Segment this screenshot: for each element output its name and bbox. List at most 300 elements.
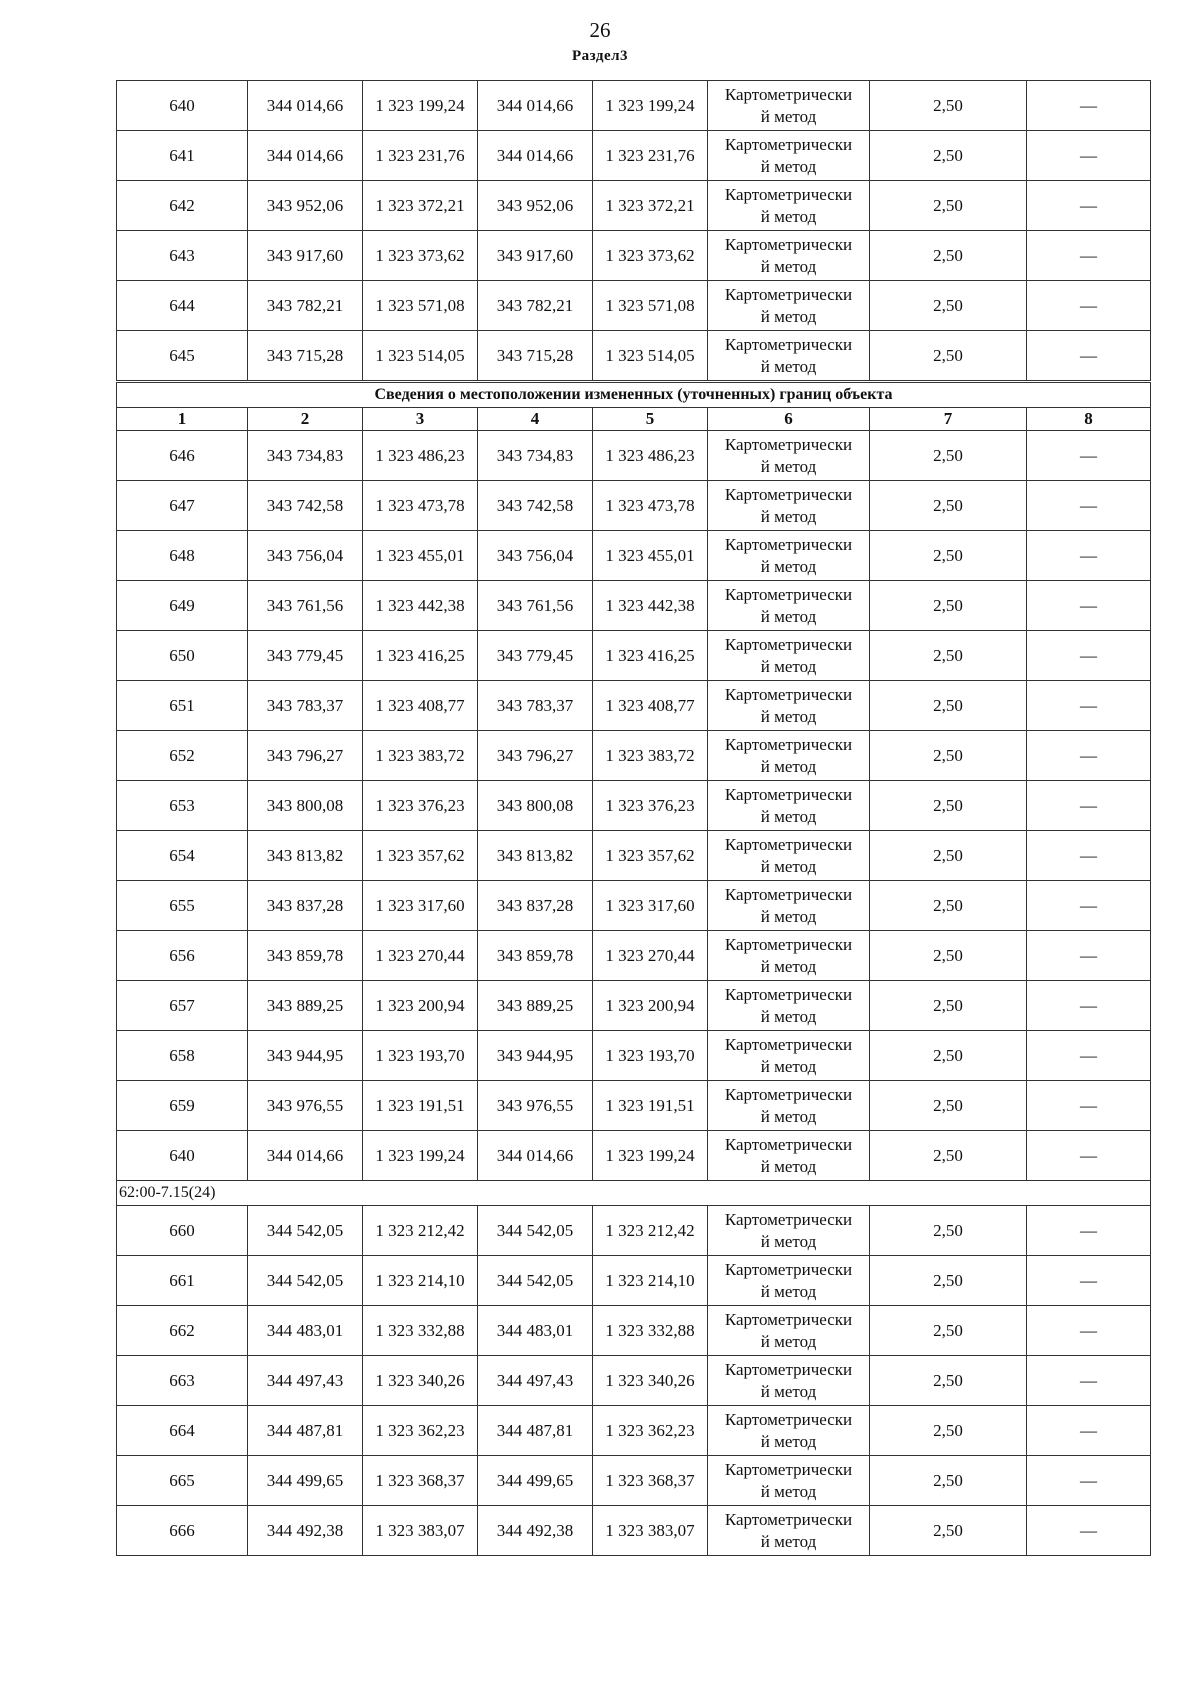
x-new-cell: 344 014,66 (478, 81, 593, 131)
table-row (117, 1081, 1151, 1131)
method-text-line2: й метод (760, 306, 817, 326)
y-new-cell: 1 323 199,24 (593, 81, 708, 131)
y-new-cell: 1 323 571,08 (593, 281, 708, 331)
x-new-cell: 344 487,81 (478, 1406, 593, 1456)
table-row (117, 1206, 1151, 1256)
y-old-cell: 1 323 199,24 (363, 1131, 478, 1181)
x-old-cell: 343 782,21 (248, 281, 363, 331)
x-old-cell: 344 487,81 (248, 1406, 363, 1456)
table-row (117, 1306, 1151, 1356)
method-cell (708, 731, 870, 781)
method-cell (708, 481, 870, 531)
page-number: 26 (589, 18, 611, 42)
point-number-cell: 647 (117, 481, 248, 531)
y-new-cell: 1 323 332,88 (593, 1306, 708, 1356)
method-text-line1: Картометрически (724, 1209, 853, 1229)
x-new-cell: 343 779,45 (478, 631, 593, 681)
accuracy-cell: 2,50 (870, 81, 1027, 131)
x-old-cell: 343 796,27 (248, 731, 363, 781)
method-text-line2: й метод (760, 1331, 817, 1351)
description-cell: — (1027, 1256, 1151, 1306)
x-new-cell: 344 499,65 (478, 1456, 593, 1506)
y-old-cell: 1 323 193,70 (363, 1031, 478, 1081)
table-row (117, 1131, 1151, 1181)
x-old-cell: 343 813,82 (248, 831, 363, 881)
method-text-line1: Картометрически (724, 734, 853, 754)
x-old-cell: 343 952,06 (248, 181, 363, 231)
point-number-cell: 641 (117, 131, 248, 181)
y-old-cell: 1 323 455,01 (363, 531, 478, 581)
method-text-line2: й метод (760, 1481, 817, 1501)
table-row (117, 1256, 1151, 1306)
description-cell: — (1027, 331, 1151, 382)
point-number-cell: 646 (117, 431, 248, 481)
accuracy-cell: 2,50 (870, 681, 1027, 731)
method-text-line1: Картометрически (724, 1509, 853, 1529)
description-cell: — (1027, 1131, 1151, 1181)
column-number-cell: 4 (478, 408, 593, 431)
accuracy-cell: 2,50 (870, 1356, 1027, 1406)
method-text-line1: Картометрически (724, 1034, 853, 1054)
y-old-cell: 1 323 383,07 (363, 1506, 478, 1556)
method-text-line1: Картометрически (724, 684, 853, 704)
point-number-cell: 650 (117, 631, 248, 681)
accuracy-cell: 2,50 (870, 981, 1027, 1031)
method-text-line1: Картометрически (724, 1409, 853, 1429)
y-new-cell: 1 323 416,25 (593, 631, 708, 681)
table-row (117, 1506, 1151, 1556)
method-text-line1: Картометрически (724, 884, 853, 904)
accuracy-cell: 2,50 (870, 131, 1027, 181)
x-old-cell: 343 779,45 (248, 631, 363, 681)
accuracy-cell: 2,50 (870, 1081, 1027, 1131)
method-cell (708, 531, 870, 581)
column-number-row (117, 408, 1151, 431)
y-new-cell: 1 323 473,78 (593, 481, 708, 531)
y-old-cell: 1 323 473,78 (363, 481, 478, 531)
point-number-cell: 660 (117, 1206, 248, 1256)
x-old-cell: 343 917,60 (248, 231, 363, 281)
method-text-line2: й метод (760, 806, 817, 826)
x-new-cell: 343 976,55 (478, 1081, 593, 1131)
accuracy-cell: 2,50 (870, 1306, 1027, 1356)
point-number-cell: 656 (117, 931, 248, 981)
method-cell (708, 131, 870, 181)
description-cell: — (1027, 531, 1151, 581)
description-cell: — (1027, 181, 1151, 231)
y-new-cell: 1 323 200,94 (593, 981, 708, 1031)
y-new-cell: 1 323 455,01 (593, 531, 708, 581)
method-cell (708, 981, 870, 1031)
method-text-line1: Картометрически (724, 1309, 853, 1329)
method-text-line2: й метод (760, 856, 817, 876)
y-old-cell: 1 323 357,62 (363, 831, 478, 881)
point-number-cell: 657 (117, 981, 248, 1031)
x-new-cell: 343 944,95 (478, 1031, 593, 1081)
description-cell: — (1027, 281, 1151, 331)
x-old-cell: 343 756,04 (248, 531, 363, 581)
method-text-line1: Картометрически (724, 784, 853, 804)
x-old-cell: 344 499,65 (248, 1456, 363, 1506)
x-new-cell: 343 756,04 (478, 531, 593, 581)
method-cell (708, 1356, 870, 1406)
y-old-cell: 1 323 416,25 (363, 631, 478, 681)
y-old-cell: 1 323 442,38 (363, 581, 478, 631)
coordinates-table (116, 80, 1151, 1556)
description-cell: — (1027, 881, 1151, 931)
table-body (117, 81, 1151, 1556)
y-old-cell: 1 323 362,23 (363, 1406, 478, 1456)
method-text-line2: й метод (760, 1006, 817, 1026)
accuracy-cell: 2,50 (870, 831, 1027, 881)
x-old-cell: 344 497,43 (248, 1356, 363, 1406)
method-cell (708, 931, 870, 981)
accuracy-cell: 2,50 (870, 781, 1027, 831)
section-heading: Сведения о местоположении измененных (уточненных) границ объекта (117, 382, 1151, 408)
x-old-cell: 344 542,05 (248, 1256, 363, 1306)
method-text-line2: й метод (760, 556, 817, 576)
y-new-cell: 1 323 486,23 (593, 431, 708, 481)
method-text-line2: й метод (760, 906, 817, 926)
method-text-line2: й метод (760, 1381, 817, 1401)
method-text-line2: й метод (760, 156, 817, 176)
y-old-cell: 1 323 571,08 (363, 281, 478, 331)
accuracy-cell: 2,50 (870, 1256, 1027, 1306)
y-new-cell: 1 323 373,62 (593, 231, 708, 281)
point-number-cell: 640 (117, 81, 248, 131)
method-text-line1: Картометрически (724, 434, 853, 454)
accuracy-cell: 2,50 (870, 581, 1027, 631)
x-old-cell: 343 837,28 (248, 881, 363, 931)
method-cell (708, 881, 870, 931)
method-text-line1: Картометрически (724, 1259, 853, 1279)
x-new-cell: 344 497,43 (478, 1356, 593, 1406)
point-number-cell: 654 (117, 831, 248, 881)
accuracy-cell: 2,50 (870, 331, 1027, 382)
method-cell (708, 1406, 870, 1456)
y-new-cell: 1 323 376,23 (593, 781, 708, 831)
method-text-line1: Картометрически (724, 634, 853, 654)
method-text-line2: й метод (760, 256, 817, 276)
y-new-cell: 1 323 372,21 (593, 181, 708, 231)
point-number-cell: 655 (117, 881, 248, 931)
point-number-cell: 658 (117, 1031, 248, 1081)
y-new-cell: 1 323 383,07 (593, 1506, 708, 1556)
method-cell (708, 1306, 870, 1356)
y-old-cell: 1 323 340,26 (363, 1356, 478, 1406)
section-heading-row (117, 382, 1151, 408)
method-text-line2: й метод (760, 1156, 817, 1176)
x-new-cell: 343 796,27 (478, 731, 593, 781)
table-row (117, 581, 1151, 631)
x-old-cell: 343 783,37 (248, 681, 363, 731)
point-number-cell: 652 (117, 731, 248, 781)
x-new-cell: 343 800,08 (478, 781, 593, 831)
section-title: Раздел3 (571, 48, 629, 64)
parcel-label: 62:00-7.15(24) (117, 1181, 1151, 1206)
point-number-cell: 640 (117, 1131, 248, 1181)
point-number-cell: 666 (117, 1506, 248, 1556)
table-row (117, 131, 1151, 181)
x-old-cell: 343 944,95 (248, 1031, 363, 1081)
description-cell: — (1027, 1406, 1151, 1456)
method-cell (708, 281, 870, 331)
x-new-cell: 344 014,66 (478, 131, 593, 181)
accuracy-cell: 2,50 (870, 431, 1027, 481)
x-new-cell: 344 483,01 (478, 1306, 593, 1356)
point-number-cell: 643 (117, 231, 248, 281)
x-old-cell: 343 889,25 (248, 981, 363, 1031)
x-old-cell: 343 976,55 (248, 1081, 363, 1131)
y-old-cell: 1 323 514,05 (363, 331, 478, 382)
x-new-cell: 344 542,05 (478, 1256, 593, 1306)
x-new-cell: 343 742,58 (478, 481, 593, 531)
table-row (117, 231, 1151, 281)
y-old-cell: 1 323 332,88 (363, 1306, 478, 1356)
description-cell: — (1027, 1456, 1151, 1506)
y-new-cell: 1 323 231,76 (593, 131, 708, 181)
method-text-line1: Картометрически (724, 534, 853, 554)
x-new-cell: 343 782,21 (478, 281, 593, 331)
y-new-cell: 1 323 357,62 (593, 831, 708, 881)
method-text-line1: Картометрически (724, 934, 853, 954)
accuracy-cell: 2,50 (870, 931, 1027, 981)
method-text-line1: Картометрически (724, 984, 853, 1004)
y-new-cell: 1 323 514,05 (593, 331, 708, 382)
x-new-cell: 343 813,82 (478, 831, 593, 881)
x-old-cell: 344 014,66 (248, 131, 363, 181)
method-text-line2: й метод (760, 356, 817, 376)
accuracy-cell: 2,50 (870, 881, 1027, 931)
column-number-cell: 5 (593, 408, 708, 431)
method-cell (708, 1506, 870, 1556)
y-old-cell: 1 323 231,76 (363, 131, 478, 181)
accuracy-cell: 2,50 (870, 1506, 1027, 1556)
method-cell (708, 81, 870, 131)
description-cell: — (1027, 981, 1151, 1031)
table-row (117, 831, 1151, 881)
x-new-cell: 344 542,05 (478, 1206, 593, 1256)
accuracy-cell: 2,50 (870, 1456, 1027, 1506)
point-number-cell: 659 (117, 1081, 248, 1131)
x-new-cell: 343 952,06 (478, 181, 593, 231)
method-text-line2: й метод (760, 656, 817, 676)
x-new-cell: 343 761,56 (478, 581, 593, 631)
method-text-line2: й метод (760, 456, 817, 476)
method-text-line1: Картометрически (724, 84, 853, 104)
method-cell (708, 1456, 870, 1506)
x-new-cell: 343 859,78 (478, 931, 593, 981)
y-old-cell: 1 323 383,72 (363, 731, 478, 781)
table-row (117, 431, 1151, 481)
table-row (117, 81, 1151, 131)
method-cell (708, 831, 870, 881)
method-text-line2: й метод (760, 1431, 817, 1451)
description-cell: — (1027, 1081, 1151, 1131)
point-number-cell: 648 (117, 531, 248, 581)
point-number-cell: 661 (117, 1256, 248, 1306)
description-cell: — (1027, 1356, 1151, 1406)
y-new-cell: 1 323 214,10 (593, 1256, 708, 1306)
y-old-cell: 1 323 376,23 (363, 781, 478, 831)
description-cell: — (1027, 1031, 1151, 1081)
method-text-line1: Картометрически (724, 334, 853, 354)
y-old-cell: 1 323 214,10 (363, 1256, 478, 1306)
table-row (117, 981, 1151, 1031)
description-cell: — (1027, 431, 1151, 481)
x-new-cell: 343 889,25 (478, 981, 593, 1031)
description-cell: — (1027, 781, 1151, 831)
method-text-line2: й метод (760, 106, 817, 126)
x-new-cell: 343 783,37 (478, 681, 593, 731)
column-number-cell: 2 (248, 408, 363, 431)
method-cell (708, 681, 870, 731)
method-cell (708, 1256, 870, 1306)
method-text-line1: Картометрически (724, 184, 853, 204)
column-number-cell: 8 (1027, 408, 1151, 431)
table-row (117, 1031, 1151, 1081)
y-new-cell: 1 323 191,51 (593, 1081, 708, 1131)
method-text-line1: Картометрически (724, 1359, 853, 1379)
y-new-cell: 1 323 340,26 (593, 1356, 708, 1406)
method-text-line2: й метод (760, 1531, 817, 1551)
accuracy-cell: 2,50 (870, 181, 1027, 231)
y-new-cell: 1 323 442,38 (593, 581, 708, 631)
method-cell (708, 331, 870, 382)
accuracy-cell: 2,50 (870, 631, 1027, 681)
method-text-line2: й метод (760, 1106, 817, 1126)
y-new-cell: 1 323 368,37 (593, 1456, 708, 1506)
x-old-cell: 344 014,66 (248, 81, 363, 131)
x-old-cell: 344 542,05 (248, 1206, 363, 1256)
x-old-cell: 344 492,38 (248, 1506, 363, 1556)
description-cell: — (1027, 731, 1151, 781)
y-new-cell: 1 323 199,24 (593, 1131, 708, 1181)
method-cell (708, 1131, 870, 1181)
method-text-line1: Картометрически (724, 134, 853, 154)
description-cell: — (1027, 931, 1151, 981)
y-old-cell: 1 323 372,21 (363, 181, 478, 231)
accuracy-cell: 2,50 (870, 1206, 1027, 1256)
description-cell: — (1027, 131, 1151, 181)
table-row (117, 1406, 1151, 1456)
method-text-line1: Картометрически (724, 1134, 853, 1154)
x-old-cell: 343 800,08 (248, 781, 363, 831)
point-number-cell: 645 (117, 331, 248, 382)
y-new-cell: 1 323 212,42 (593, 1206, 708, 1256)
method-cell (708, 1031, 870, 1081)
method-cell (708, 431, 870, 481)
description-cell: — (1027, 481, 1151, 531)
y-old-cell: 1 323 212,42 (363, 1206, 478, 1256)
y-old-cell: 1 323 270,44 (363, 931, 478, 981)
x-old-cell: 344 483,01 (248, 1306, 363, 1356)
column-number-cell: 3 (363, 408, 478, 431)
y-old-cell: 1 323 373,62 (363, 231, 478, 281)
method-text-line2: й метод (760, 956, 817, 976)
method-text-line1: Картометрически (724, 834, 853, 854)
description-cell: — (1027, 1306, 1151, 1356)
point-number-cell: 642 (117, 181, 248, 231)
method-text-line2: й метод (760, 1056, 817, 1076)
point-number-cell: 651 (117, 681, 248, 731)
y-new-cell: 1 323 408,77 (593, 681, 708, 731)
method-text-line2: й метод (760, 706, 817, 726)
table-row (117, 931, 1151, 981)
method-text-line1: Картометрически (724, 284, 853, 304)
point-number-cell: 649 (117, 581, 248, 631)
point-number-cell: 663 (117, 1356, 248, 1406)
y-old-cell: 1 323 368,37 (363, 1456, 478, 1506)
description-cell: — (1027, 831, 1151, 881)
description-cell: — (1027, 631, 1151, 681)
table-row (117, 1356, 1151, 1406)
table-row (117, 631, 1151, 681)
accuracy-cell: 2,50 (870, 481, 1027, 531)
x-new-cell: 344 492,38 (478, 1506, 593, 1556)
method-cell (708, 631, 870, 681)
y-new-cell: 1 323 270,44 (593, 931, 708, 981)
x-old-cell: 343 715,28 (248, 331, 363, 382)
accuracy-cell: 2,50 (870, 1406, 1027, 1456)
table-row (117, 181, 1151, 231)
x-old-cell: 344 014,66 (248, 1131, 363, 1181)
table-row (117, 531, 1151, 581)
x-new-cell: 343 837,28 (478, 881, 593, 931)
method-cell (708, 1081, 870, 1131)
table-row (117, 1456, 1151, 1506)
description-cell: — (1027, 81, 1151, 131)
y-old-cell: 1 323 200,94 (363, 981, 478, 1031)
accuracy-cell: 2,50 (870, 731, 1027, 781)
method-cell (708, 181, 870, 231)
point-number-cell: 644 (117, 281, 248, 331)
y-new-cell: 1 323 193,70 (593, 1031, 708, 1081)
method-cell (708, 781, 870, 831)
method-cell (708, 231, 870, 281)
x-new-cell: 343 917,60 (478, 231, 593, 281)
method-text-line2: й метод (760, 756, 817, 776)
table-row (117, 781, 1151, 831)
method-text-line1: Картометрически (724, 1084, 853, 1104)
method-text-line2: й метод (760, 1231, 817, 1251)
method-cell (708, 1206, 870, 1256)
description-cell: — (1027, 1506, 1151, 1556)
column-number-cell: 7 (870, 408, 1027, 431)
column-number-cell: 1 (117, 408, 248, 431)
table-row (117, 481, 1151, 531)
x-new-cell: 344 014,66 (478, 1131, 593, 1181)
y-old-cell: 1 323 199,24 (363, 81, 478, 131)
column-number-cell: 6 (708, 408, 870, 431)
point-number-cell: 653 (117, 781, 248, 831)
method-text-line2: й метод (760, 206, 817, 226)
parcel-label-row (117, 1181, 1151, 1206)
y-new-cell: 1 323 317,60 (593, 881, 708, 931)
description-cell: — (1027, 681, 1151, 731)
accuracy-cell: 2,50 (870, 1131, 1027, 1181)
method-text-line1: Картометрически (724, 1459, 853, 1479)
method-text-line2: й метод (760, 606, 817, 626)
x-old-cell: 343 761,56 (248, 581, 363, 631)
method-text-line1: Картометрически (724, 484, 853, 504)
x-new-cell: 343 734,83 (478, 431, 593, 481)
point-number-cell: 665 (117, 1456, 248, 1506)
y-new-cell: 1 323 383,72 (593, 731, 708, 781)
method-cell (708, 581, 870, 631)
y-old-cell: 1 323 317,60 (363, 881, 478, 931)
description-cell: — (1027, 581, 1151, 631)
